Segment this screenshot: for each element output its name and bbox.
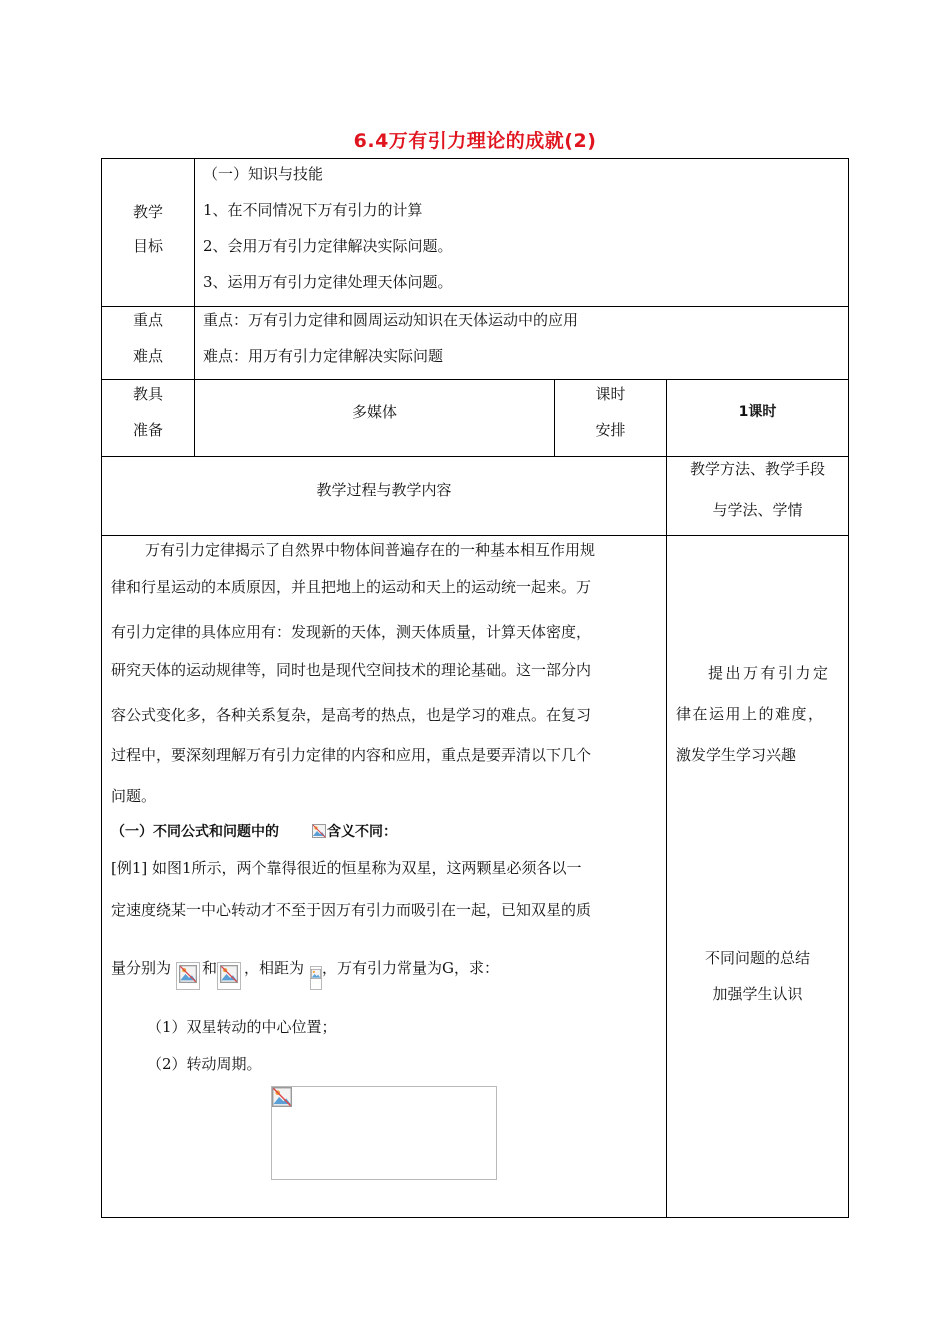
hours-label: 课时 [595, 385, 626, 403]
teaching-note: 不同问题的总结 [704, 949, 810, 967]
body-paragraph-line: 容公式变化多，各种关系复杂，是高考的热点，也是学习的难点。在复习 [111, 706, 592, 724]
process-header: 教学过程与教学内容 [316, 481, 452, 499]
teaching-note: 加强学生认识 [712, 985, 803, 1003]
table-border-bottom [101, 1217, 849, 1218]
example-text: 和 [202, 959, 218, 977]
example-text: 定速度绕某一中心转动才不至于因万有引力而吸引在一起，已知双星的质 [111, 901, 592, 919]
method-header: 教学方法、教学手段 [689, 460, 825, 478]
table-border-right [848, 158, 849, 1218]
objectives-label: 教学 [132, 203, 163, 221]
key-points-label: 重点 [132, 311, 163, 329]
question-item: （1）双星转动的中心位置； [147, 1018, 337, 1036]
body-paragraph-line: 过程中，要深刻理解万有引力定律的内容和应用，重点是要弄清以下几个 [111, 746, 592, 764]
section-heading: 含义不同： [327, 824, 397, 840]
objectives-label: 目标 [132, 237, 163, 255]
broken-image-icon [179, 965, 197, 983]
broken-image-icon [311, 969, 321, 979]
broken-image-icon [312, 824, 326, 838]
difficulty-text: 难点：用万有引力定律解决实际问题 [203, 347, 444, 365]
teaching-note: 激发学生学习兴趣 [676, 746, 797, 764]
teaching-note: 提出万有引力定 [708, 664, 831, 682]
page-title: 6.4万有引力理论的成就(2) [353, 130, 597, 152]
question-item: （2）转动周期。 [147, 1055, 262, 1073]
formula-image-frame [310, 966, 322, 990]
equipment-label: 准备 [132, 421, 163, 439]
hours-value: 1课时 [738, 404, 777, 420]
equipment-label: 教具 [132, 385, 163, 403]
objective-line: （一）知识与技能 [203, 165, 324, 183]
table-border-top [101, 158, 849, 159]
table-row-divider [101, 535, 849, 536]
body-paragraph-line: 律和行星运动的本质原因，并且把地上的运动和天上的运动统一起来。万 [111, 578, 592, 596]
teaching-note: 律在运用上的难度， [676, 705, 825, 723]
example-text: ，万有引力常量为G，求： [322, 959, 499, 977]
objective-line: 3、运用万有引力定律处理天体问题。 [203, 273, 453, 291]
example-text: 量分别为 [111, 959, 172, 977]
example-text: ，相距为 [244, 959, 305, 977]
section-heading: （一）不同公式和问题中的 [111, 824, 279, 840]
table-row-divider [101, 306, 849, 307]
body-paragraph-line: 问题。 [111, 787, 157, 805]
key-points-label: 难点 [132, 347, 163, 365]
example-text: [例1] 如图1所示，两个靠得很近的恒星称为双星，这两颗星必须各以一 [111, 859, 582, 877]
key-point-text: 重点：万有引力定律和圆周运动知识在天体运动中的应用 [203, 311, 579, 329]
method-header: 与学法、学情 [712, 501, 803, 519]
formula-image-frame [176, 962, 200, 990]
table-row-divider [101, 379, 849, 380]
objective-line: 2、会用万有引力定律解决实际问题。 [203, 237, 453, 255]
broken-image-icon [272, 1087, 292, 1107]
figure-image-frame [271, 1086, 497, 1180]
table-row-divider [101, 456, 849, 457]
body-paragraph-line: 有引力定律的具体应用有：发现新的天体，测天体质量，计算天体密度， [111, 623, 592, 641]
hours-label: 安排 [595, 421, 626, 439]
body-paragraph-line: 万有引力定律揭示了自然界中物体间普遍存在的一种基本相互作用规 [145, 541, 596, 559]
objective-line: 1、在不同情况下万有引力的计算 [203, 201, 423, 219]
formula-image-frame [217, 962, 241, 990]
equipment-value: 多媒体 [351, 403, 397, 421]
body-paragraph-line: 研究天体的运动规律等，同时也是现代空间技术的理论基础。这一部分内 [111, 661, 592, 679]
broken-image-icon [220, 965, 238, 983]
